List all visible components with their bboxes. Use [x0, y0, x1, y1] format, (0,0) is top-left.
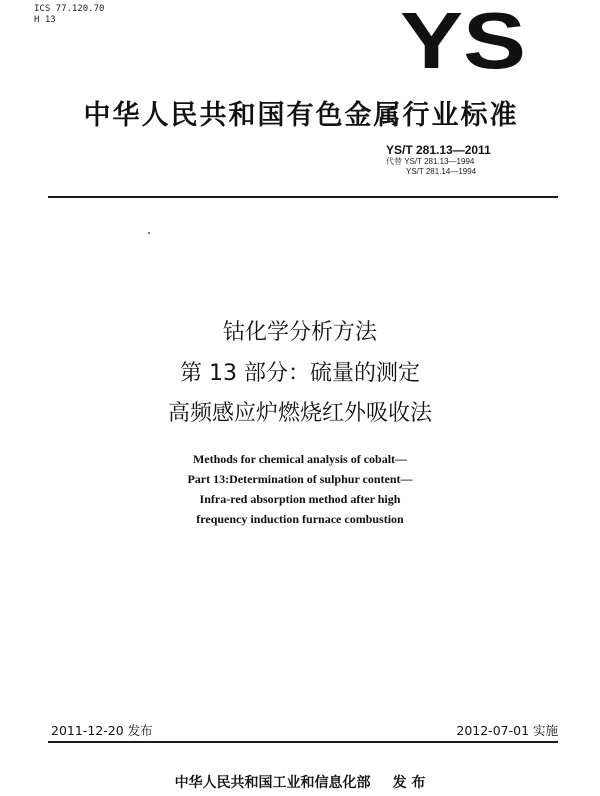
replaces-line-2: YS/T 281.14—1994	[406, 167, 477, 176]
ccs-code: H 13	[34, 15, 56, 25]
title-cn-line-1: 钴化学分析方法	[222, 320, 377, 345]
ics-code: ICS 77.120.70	[34, 4, 105, 14]
issuer-name: 中华人民共和国工业和信息化部	[174, 775, 371, 791]
standard-number-block	[386, 143, 556, 177]
ys-logo-text: YS	[400, 8, 526, 74]
title-en-line-4: frequency induction furnace combustion	[196, 512, 404, 526]
standard-number: YS/T 281.13—2011	[386, 143, 491, 157]
classification-codes	[34, 4, 104, 26]
replaces-line-1: 代替 YS/T 281.13—1994	[386, 157, 475, 166]
implementation-date: 2012-07-01 实施	[456, 723, 558, 738]
title-en-line-3: Infra-red absorption method after high	[199, 492, 401, 506]
footer-divider	[48, 741, 558, 743]
issuer-line	[0, 772, 600, 792]
issue-date: 2011-12-20 发布	[51, 723, 153, 738]
header-divider	[48, 196, 558, 198]
title-en-line-1: Methods for chemical analysis of cobalt—	[192, 452, 408, 466]
ys-logo	[398, 8, 528, 74]
title-cn-line-3: 高频感应炉燃烧红外吸收法	[167, 401, 432, 426]
standard-category-title: 中华人民共和国有色金属行业标准	[83, 100, 519, 131]
title-cn-line-2: 第 13 部分：硫量的测定	[180, 361, 420, 386]
issued-label: 发 布	[392, 775, 426, 791]
title-en-line-2: Part 13:Determination of sulphur content—	[187, 472, 413, 486]
scan-speck	[148, 232, 150, 234]
